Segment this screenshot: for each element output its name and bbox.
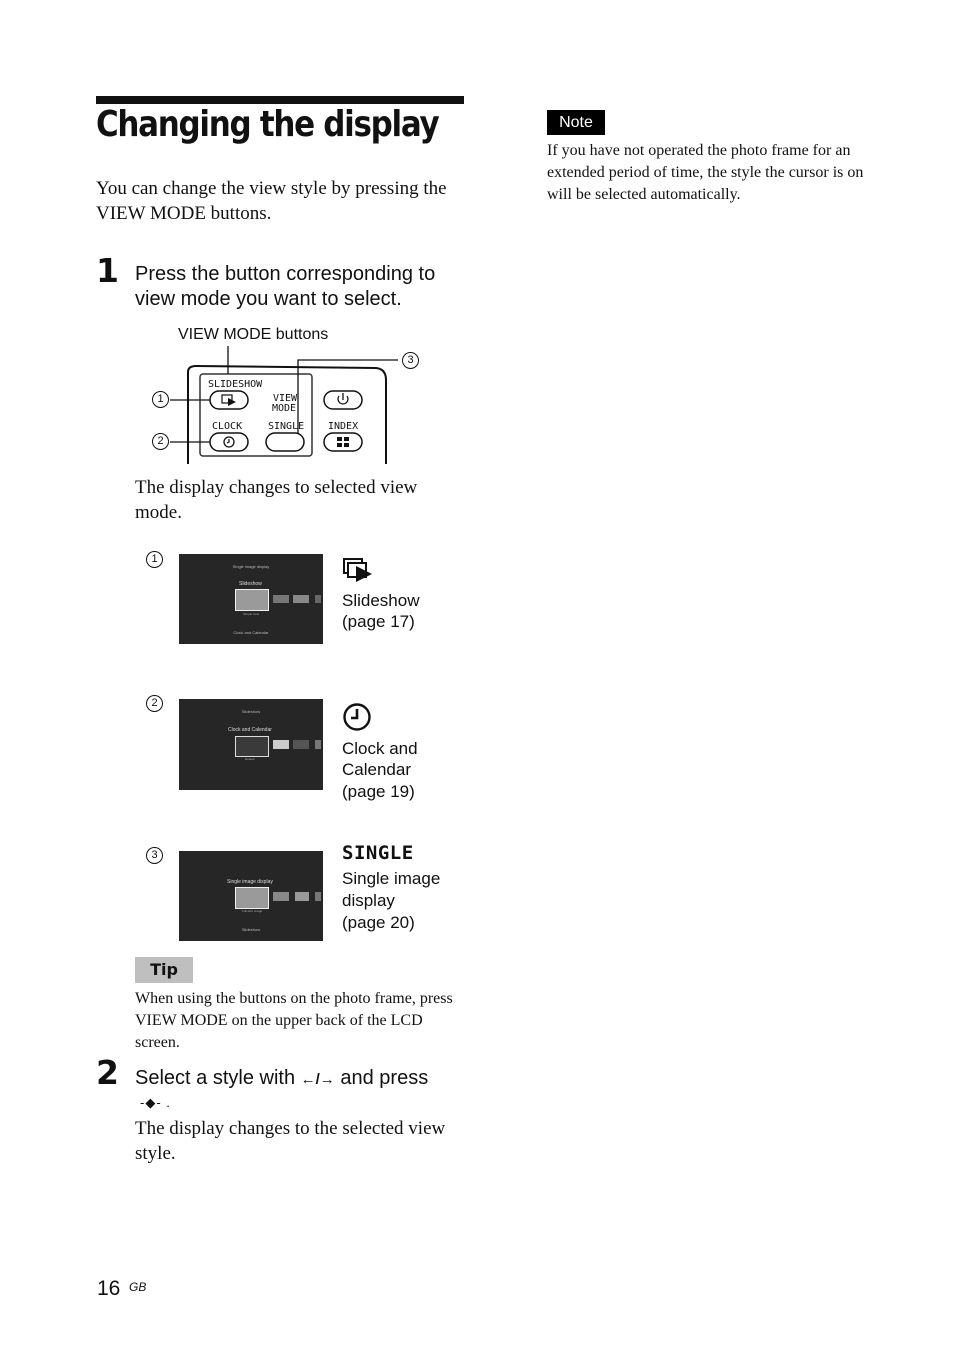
tip-label: Tip <box>135 957 193 983</box>
mode-1-page: (page 17) <box>342 612 415 631</box>
remote-mode-label: MODE <box>272 403 297 414</box>
thumb-3-item <box>315 892 321 901</box>
mode-3-line1: Single image <box>342 869 441 888</box>
thumb-1-item <box>293 595 309 603</box>
callout-2: 2 <box>152 433 169 450</box>
page-title: Changing the display <box>96 104 439 145</box>
clock-icon <box>342 702 372 732</box>
mode-1-number: 1 <box>146 551 163 568</box>
clock-screen-thumbnail <box>179 699 323 790</box>
single-label-icon: SINGLE <box>342 842 414 864</box>
page-number: 16 <box>97 1277 121 1300</box>
thumb-1-bottom: Clock and Calendar <box>233 630 269 635</box>
thumb-2-heading: Clock and Calendar <box>228 727 272 733</box>
thumb-1-top: Single image display <box>232 564 270 569</box>
note-text: If you have not operated the photo frame for an extended period of time, the style the cursor is on will be selected automatically. <box>547 142 864 203</box>
mode-3-line2: display <box>342 891 395 910</box>
thumb-2-sub: Default <box>245 757 255 761</box>
thumb-3-item <box>273 892 289 901</box>
thumb-1-heading: Slideshow <box>239 581 262 587</box>
thumb-1-selected <box>235 589 269 611</box>
step-1-result: The display changes to selected view mode. <box>135 477 418 523</box>
step-2-text-after: and press <box>340 1067 429 1089</box>
slideshow-screen-thumbnail <box>179 554 323 644</box>
enter-icon: -◆- . <box>140 1095 171 1110</box>
thumb-1-item <box>273 595 289 603</box>
callout-1: 1 <box>152 391 169 408</box>
mode-3-number: 3 <box>146 847 163 864</box>
remote-single-label: SINGLE <box>268 421 305 432</box>
title-rule <box>96 96 464 104</box>
mode-2-page: (page 19) <box>342 782 415 801</box>
thumb-2-selected <box>235 736 269 757</box>
intro-text: You can change the view style by pressing the VIEW MODE buttons. <box>96 178 447 224</box>
remote-clock-label: CLOCK <box>212 421 243 432</box>
single-screen-thumbnail <box>179 851 323 941</box>
step-2-text-before: Select a style with <box>135 1067 296 1089</box>
thumb-2-item <box>273 740 289 749</box>
step-1-number: 1 <box>96 251 119 290</box>
step-1-text: Press the button corresponding to view mode you want to select. <box>135 263 436 310</box>
thumb-3-sub: Full-size image <box>242 909 263 913</box>
thumb-1-sub: Simple view <box>243 612 260 616</box>
thumb-3-selected <box>235 887 269 909</box>
mode-2-line1: Clock and <box>342 739 418 758</box>
remote-view-label: VIEW <box>273 393 298 404</box>
page-region: GB <box>129 1280 147 1294</box>
left-right-arrow-icon: ←/→ <box>300 1071 335 1088</box>
mode-3-page: (page 20) <box>342 913 415 932</box>
thumb-2-item <box>315 740 321 749</box>
tip-text: When using the buttons on the photo frame, press VIEW MODE on the upper back of the LCD screen. <box>135 990 453 1051</box>
thumb-3-bottom: Slideshow <box>241 927 261 932</box>
thumb-2-item <box>293 740 309 749</box>
thumb-3-item <box>295 892 309 901</box>
mode-2-number: 2 <box>146 695 163 712</box>
thumb-1-item <box>315 595 321 603</box>
note-label: Note <box>547 110 605 135</box>
step-2-text <box>135 1066 428 1092</box>
view-mode-buttons-label: VIEW MODE buttons <box>178 326 329 343</box>
mode-2-line2: Calendar <box>342 760 411 779</box>
remote-slideshow-label: SLIDESHOW <box>208 379 263 390</box>
remote-index-label: INDEX <box>328 421 359 432</box>
slideshow-icon <box>342 557 374 583</box>
thumb-2-top: Slideshow <box>241 709 261 714</box>
thumb-3-heading: Single image display <box>227 879 273 885</box>
step-2-number: 2 <box>96 1053 119 1092</box>
step-2-result: The display changes to the selected view style. <box>135 1118 446 1164</box>
mode-1-label: Slideshow <box>342 591 420 610</box>
callout-3: 3 <box>402 352 419 369</box>
